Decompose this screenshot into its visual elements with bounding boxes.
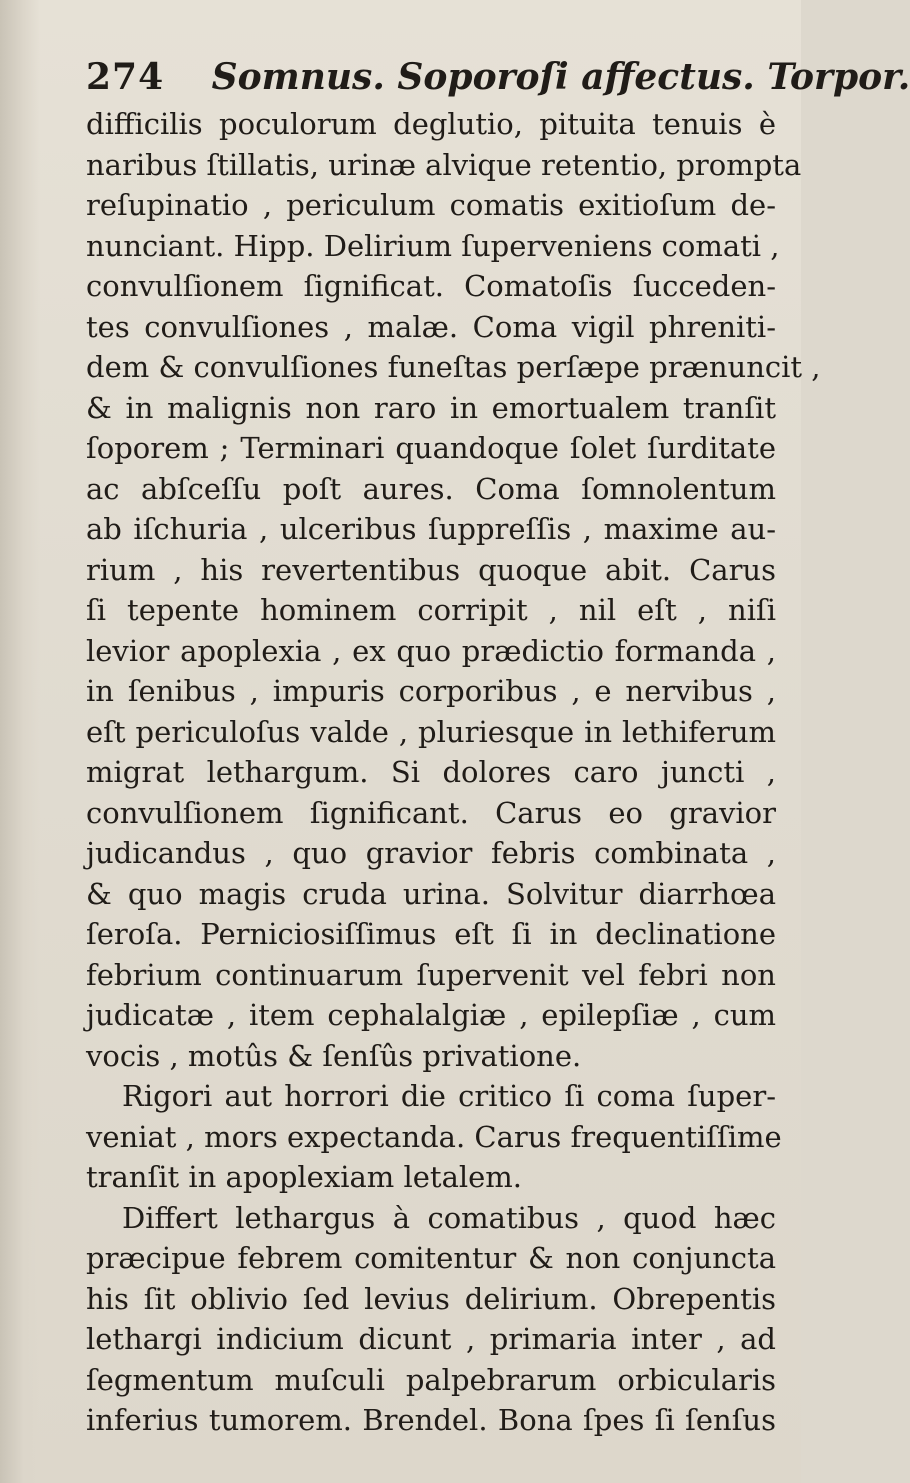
text-line: Rigori aut horrori die critico ſi coma ſuper- bbox=[122, 1079, 776, 1113]
text-line: lethargi indicium dicunt , primaria inter , ad bbox=[86, 1322, 776, 1356]
text-line: & quo magis cruda urina. Solvitur diarrhœa bbox=[86, 876, 776, 911]
text-body bbox=[86, 104, 821, 1441]
text-line: levior apoplexia , ex quo prædictio formanda , bbox=[86, 633, 776, 668]
text-line: in ſenibus , impuris corporibus , e nervibus , bbox=[86, 674, 776, 708]
text-line: ac abſceſſu poſt aures. Coma ſomnolentum bbox=[86, 471, 776, 506]
text-line: convulſionem ſignificat. Comatoſis ſucceden- bbox=[86, 269, 776, 303]
page-number: 274 bbox=[86, 56, 165, 98]
text-line: rium , his revertentibus quoque abit. Carus bbox=[86, 552, 776, 587]
text-line: Differt lethargus à comatibus , quod hæc bbox=[122, 1200, 776, 1235]
text-line: naribus ſtillatis, urinæ alvique retentio, prompta bbox=[86, 147, 802, 182]
text-line: eſt periculoſus valde , pluriesque in lethiferum bbox=[86, 714, 776, 749]
text-line: ab iſchuria , ulceribus ſuppreſſis , maxime au- bbox=[86, 512, 776, 546]
text-line: migrat lethargum. Si dolores caro juncti , bbox=[86, 755, 776, 789]
text-line: veniat , mors expectanda. Carus frequentiſſime bbox=[86, 1119, 782, 1154]
text-line: & in malignis non raro in emortualem tranſit bbox=[86, 390, 776, 425]
text-line: ſi tepente hominem corripit , nil eſt , niſi bbox=[86, 593, 776, 627]
text-line: judicandus , quo gravior febris combinata , bbox=[86, 836, 776, 870]
text-line: febrium continuarum ſupervenit vel febri non bbox=[86, 957, 776, 992]
text-line: nunciant. Hipp. Delirium ſuperveniens comati , bbox=[86, 228, 780, 263]
text-line: dem & convulſiones funeſtas perſæpe prænuncit , bbox=[86, 350, 821, 384]
text-line: difficilis poculorum deglutio, pituita tenuis è bbox=[86, 107, 776, 141]
page-fold-shadow bbox=[0, 0, 40, 1483]
text-line: his ſit oblivio ſed levius delirium. Obrepentis bbox=[86, 1281, 776, 1316]
text-line: inferius tumorem. Brendel. Bona ſpes ſi ſenſus bbox=[86, 1403, 776, 1437]
text-line: reſupinatio , periculum comatis exitioſum de- bbox=[86, 188, 776, 222]
text-line: præcipue febrem comitentur & non conjuncta bbox=[86, 1241, 776, 1275]
running-header bbox=[86, 54, 910, 100]
text-line: ſeroſa. Perniciosiſſimus eſt ſi in declinatione bbox=[86, 917, 776, 951]
text-line: vocis , motûs & ſenſûs privatione. bbox=[86, 1038, 582, 1073]
text-line: ſegmentum muſculi palpebrarum orbicularis bbox=[86, 1362, 776, 1397]
text-line: convulſionem ſignificant. Carus eo gravior bbox=[86, 795, 776, 830]
text-line: tes convulſiones , malæ. Coma vigil phreniti- bbox=[86, 309, 776, 344]
text-line: ſoporem ; Terminari quandoque ſolet ſurditate bbox=[86, 431, 776, 465]
text-line: tranſit in apoplexiam letalem. bbox=[86, 1160, 523, 1194]
running-title: Somnus. Soporoſi affectus. Torpor. bbox=[211, 56, 910, 98]
text-line: judicatæ , item cephalalgiæ , epilepſiæ , cum bbox=[86, 998, 776, 1032]
